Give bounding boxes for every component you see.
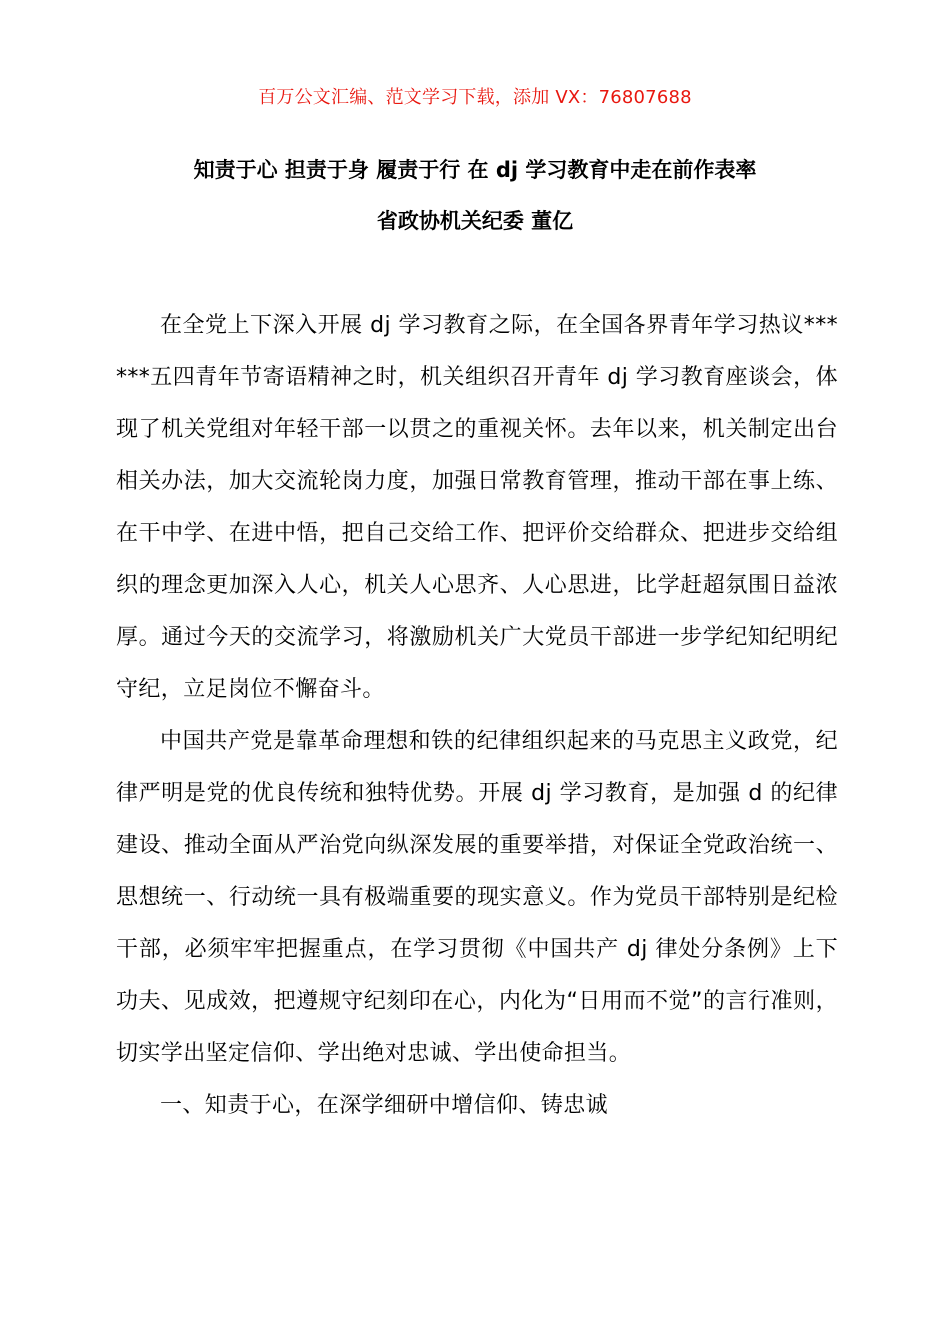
document-body [116, 300, 838, 1132]
document-author: 省政协机关纪委 董亿 [376, 209, 574, 233]
section-heading: 一、知责于心，在深学细研中增信仰、铸忠诚 [160, 1093, 609, 1118]
body-paragraph: 在全党上下深入开展 dj 学习教育之际，在全国各界青年学习热议******五四青年节寄语精神之时，机关组织召开青年 dj 学习教育座谈会，体现了机关党组对年轻干部一以贯之的重视关怀。去年以来，机关制定出台相关办法，加大交流轮岗力度，加强日常教育管理，推动干部在事上练、在干中学、在进中悟，把自己交给工作、把评价交给群众、把进步交给组织的理念更加深入人心，机关人心思齐、人心思进，比学赶超氛围日益浓厚。通过今天的交流学习，将激励机关广大党员干部进一步学纪知纪明纪守纪，立足岗位不懈奋斗。 [116, 313, 838, 702]
header-watermark-note: 百万公文汇编、范文学习下载，添加 VX：76807688 [258, 87, 692, 108]
body-paragraph: 中国共产党是靠革命理想和铁的纪律组织起来的马克思主义政党，纪律严明是党的优良传统和独特优势。开展 dj 学习教育，是加强 d 的纪律建设、推动全面从严治党向纵深发展的重要举措，对保证全党政治统一、思想统一、行动统一具有极端重要的现实意义。作为党员干部特别是纪检干部，必须牢牢把握重点，在学习贯彻《中国共产 dj 律处分条例》上下功夫、见成效，把遵规守纪刻印在心，内化为“日用而不觉”的言行准则，切实学出坚定信仰、学出绝对忠诚、学出使命担当。 [116, 729, 838, 1066]
document-title: 知责于心 担责于身 履责于行 在 dj 学习教育中走在前作表率 [193, 158, 757, 182]
